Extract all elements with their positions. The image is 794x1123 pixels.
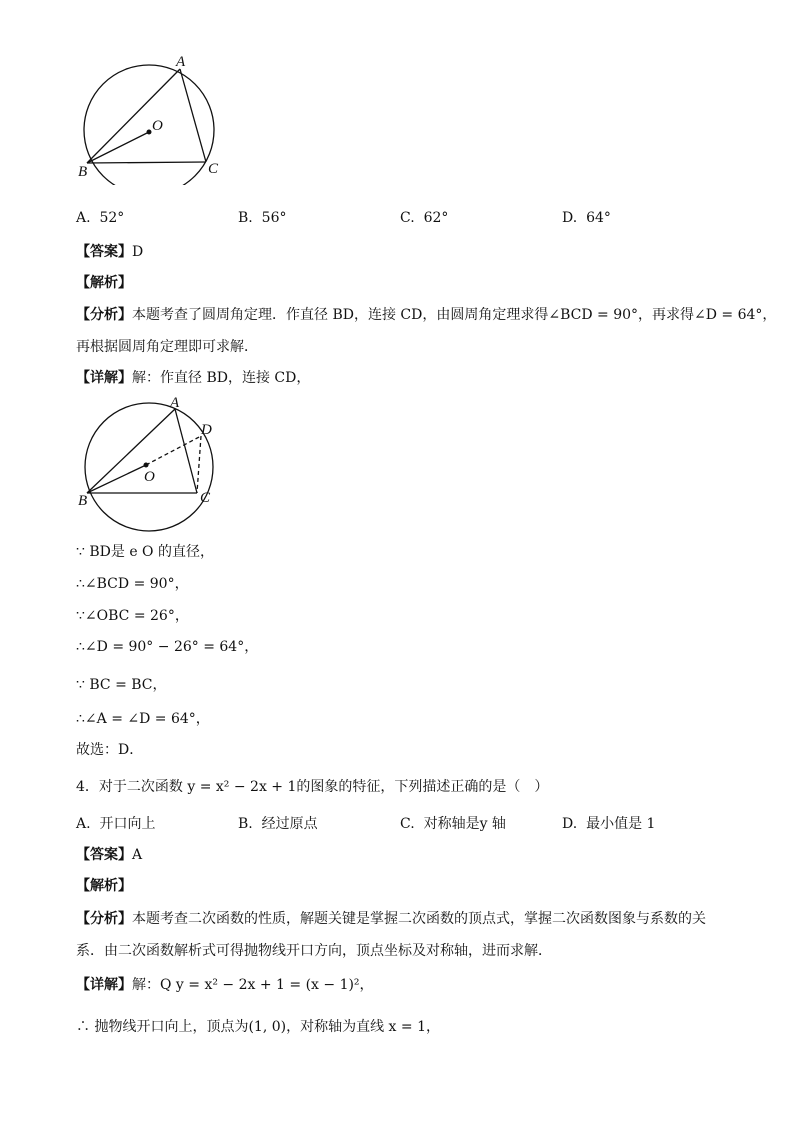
- detail-tag: 【详解】: [76, 977, 132, 993]
- fenxi-tag: 【分析】: [76, 911, 132, 927]
- center-point: [147, 130, 152, 135]
- q4-analysis-tag: 【解析】: [76, 878, 132, 894]
- option-text: 对称轴是y 轴: [423, 816, 506, 832]
- q3-step-4: ∴∠D = 90° − 26° = 64°，: [76, 639, 259, 655]
- q4-conclusion: ∴ 抛物线开口向上，顶点为(1, 0)，对称轴为直线 x = 1，: [76, 1019, 440, 1035]
- figure-circle-triangle-2: [70, 392, 230, 532]
- dashed-cd: [197, 436, 201, 493]
- option-text: 64°: [586, 210, 611, 226]
- segment-bc: [87, 162, 206, 163]
- label-a: A: [170, 395, 180, 411]
- label-c: C: [208, 161, 219, 177]
- q3-option-c: [400, 210, 448, 226]
- circle-o: [85, 403, 213, 531]
- figure-circle-triangle-1: [70, 50, 230, 185]
- q4-fenxi-line1: [76, 908, 706, 928]
- q3-step-6: ∴∠A = ∠D = 64°，: [76, 711, 210, 727]
- answer-value: A: [132, 847, 143, 863]
- label-c: C: [200, 490, 211, 506]
- label-d: D: [201, 422, 212, 438]
- q4-option-c: [400, 813, 506, 833]
- q3-option-d: [562, 210, 611, 226]
- q3-analysis-tag: 【解析】: [76, 275, 132, 291]
- option-letter: B.: [238, 210, 253, 226]
- q3-step-2: ∴∠BCD = 90°，: [76, 576, 189, 592]
- q3-fenxi-line2: 再根据圆周角定理即可求解．: [76, 339, 258, 355]
- option-text: 经过原点: [261, 816, 318, 832]
- q4-stem: 4．对于二次函数 y = x² − 2x + 1的图象的特征，下列描述正确的是（ ）: [76, 779, 549, 795]
- option-letter: D.: [562, 816, 578, 832]
- segment-bo: [87, 465, 146, 493]
- q3-fenxi-line1: [76, 304, 776, 324]
- q3-step-1: ∵ BD是 e O 的直径，: [76, 544, 214, 560]
- option-letter: B.: [238, 816, 253, 832]
- q4-option-a: [76, 813, 155, 833]
- dashed-od: [146, 436, 201, 465]
- option-text: 52°: [99, 210, 125, 226]
- q4-detail-intro: [76, 974, 374, 994]
- q4-fenxi-line2: 系．由二次函数解析式可得抛物线开口方向，顶点坐标及对称轴，进而求解．: [76, 943, 552, 959]
- label-b: B: [78, 493, 88, 509]
- segment-bo: [87, 132, 149, 163]
- center-point: [144, 463, 149, 468]
- option-letter: C.: [400, 816, 415, 832]
- label-o: O: [144, 469, 155, 485]
- option-text: 62°: [423, 210, 449, 226]
- q4-option-b: [238, 813, 318, 833]
- q4-answer-line: [76, 844, 142, 864]
- option-text: 最小值是 1: [586, 816, 656, 832]
- q3-option-b: [238, 210, 286, 226]
- q3-answer-line: [76, 241, 143, 261]
- fenxi-text: 本题考查了圆周角定理．作直径 BD，连接 CD，由圆周角定理求得∠BCD = 90°，再求得∠D = 64°，: [132, 307, 777, 323]
- q3-detail-intro: [76, 367, 310, 387]
- option-letter: C.: [400, 210, 415, 226]
- segment-ab: [87, 69, 180, 163]
- q3-step-7: 故选：D．: [76, 742, 144, 758]
- q3-option-a: [76, 210, 124, 226]
- fenxi-text: 本题考查二次函数的性质，解题关键是掌握二次函数的顶点式，掌握二次函数图象与系数的关: [132, 911, 706, 927]
- answer-tag: 【答案】: [76, 847, 132, 863]
- circle-o: [84, 65, 214, 185]
- answer-tag: 【答案】: [76, 244, 132, 260]
- label-o: O: [152, 118, 163, 134]
- q3-step-5: ∵ BC = BC，: [76, 677, 167, 693]
- label-b: B: [78, 164, 88, 180]
- segment-ab: [87, 409, 175, 493]
- option-letter: A.: [76, 816, 91, 832]
- detail-tag: 【详解】: [76, 370, 132, 386]
- fenxi-tag: 【分析】: [76, 307, 132, 323]
- detail-text: 解：作直径 BD，连接 CD，: [132, 370, 311, 386]
- detail-text: 解：Q y = x² − 2x + 1 = (x − 1)²，: [132, 977, 374, 993]
- option-letter: A.: [76, 210, 91, 226]
- option-text: 56°: [261, 210, 287, 226]
- q4-option-d: [562, 813, 655, 833]
- option-text: 开口向上: [99, 816, 156, 832]
- label-a: A: [176, 54, 186, 70]
- option-letter: D.: [562, 210, 578, 226]
- q3-step-3: ∵∠OBC = 26°，: [76, 608, 189, 624]
- answer-value: D: [132, 244, 144, 260]
